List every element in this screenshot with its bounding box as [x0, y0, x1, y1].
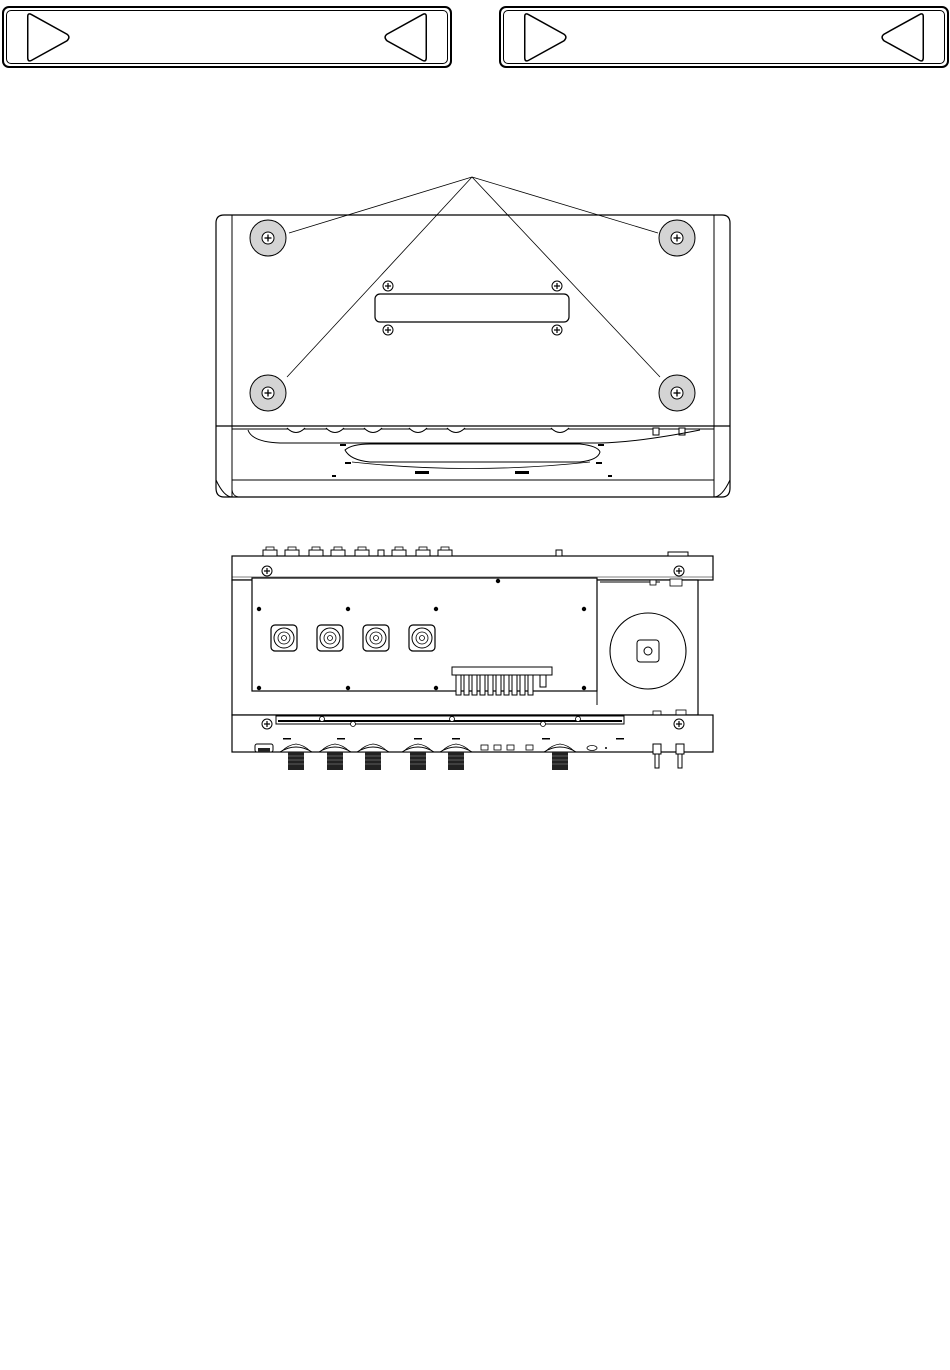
capacitor	[271, 625, 297, 651]
plate-screw	[383, 281, 393, 291]
plate-screw	[383, 325, 393, 335]
capacitor	[409, 625, 435, 651]
rubber-foot	[659, 375, 695, 411]
rear-jacks	[263, 547, 688, 556]
case-outline	[216, 215, 730, 497]
plate-screw	[552, 281, 562, 291]
top-view-figure	[232, 547, 713, 770]
capacitor	[363, 625, 389, 651]
plate-screw	[552, 325, 562, 335]
rubber-foot	[250, 220, 286, 256]
label-plate	[375, 294, 569, 322]
rubber-foot	[659, 220, 695, 256]
rubber-foot	[250, 375, 286, 411]
rear-rail	[232, 556, 713, 580]
capacitor	[317, 625, 343, 651]
bottom-view-figure	[216, 177, 730, 497]
